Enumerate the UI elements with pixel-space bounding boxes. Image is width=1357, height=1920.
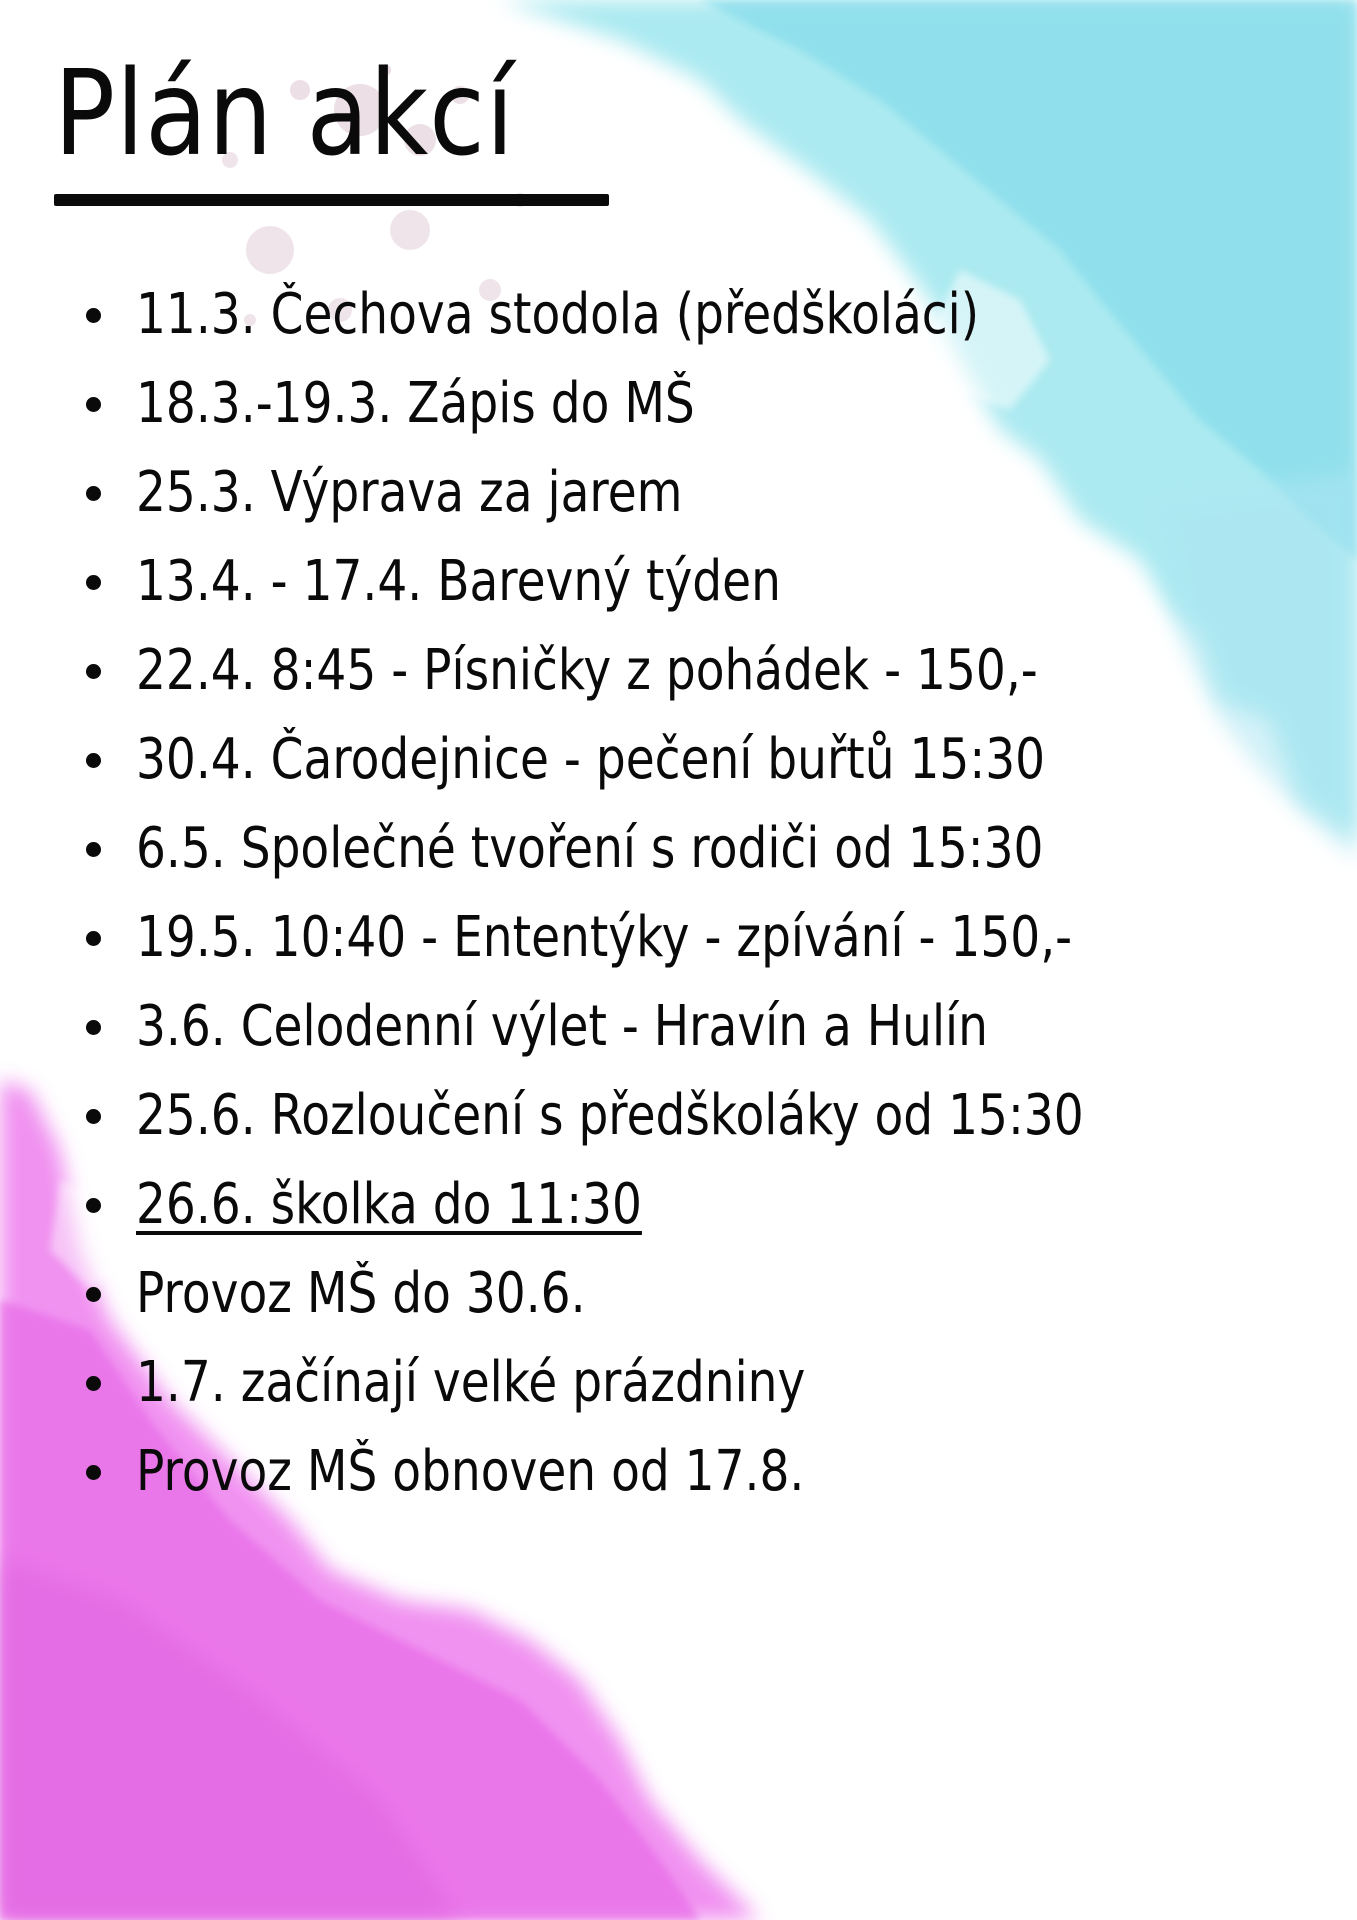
bullet-icon xyxy=(86,931,101,946)
event-item xyxy=(80,1338,1264,1427)
event-item xyxy=(80,1071,1264,1160)
event-text: Provoz MŠ do 30.6. xyxy=(136,1261,586,1326)
event-item xyxy=(80,804,1264,893)
bullet-icon xyxy=(86,1020,101,1035)
event-item xyxy=(80,537,1264,626)
bullet-icon xyxy=(86,1109,101,1124)
bullet-icon xyxy=(86,1465,101,1480)
event-text: 30.4. Čarodejnice - pečení buřtů 15:30 xyxy=(136,727,1046,792)
bullet-icon xyxy=(86,575,101,590)
event-text: 6.5. Společné tvoření s rodiči od 15:30 xyxy=(136,816,1044,881)
event-item xyxy=(80,893,1264,982)
event-item xyxy=(80,1160,1264,1249)
page-title: Plán akcí xyxy=(54,44,515,182)
event-item xyxy=(80,359,1264,448)
bullet-icon xyxy=(86,308,101,323)
event-item xyxy=(80,982,1264,1071)
event-text: Provoz MŠ obnoven od 17.8. xyxy=(136,1439,805,1504)
bullet-icon xyxy=(86,664,101,679)
event-list xyxy=(80,270,1264,1516)
bullet-icon xyxy=(86,842,101,857)
event-text: 26.6. školka do 11:30 xyxy=(136,1172,642,1237)
event-item xyxy=(80,626,1264,715)
bullet-icon xyxy=(86,1376,101,1391)
event-text: 3.6. Celodenní výlet - Hravín a Hulín xyxy=(136,994,988,1059)
event-text: 19.5. 10:40 - Ententýky - zpívání - 150,- xyxy=(136,905,1073,970)
event-text: 18.3.-19.3. Zápis do MŠ xyxy=(136,371,695,436)
event-item xyxy=(80,1427,1264,1516)
event-item xyxy=(80,715,1264,804)
event-item xyxy=(80,270,1264,359)
event-text: 25.3. Výprava za jarem xyxy=(136,460,683,525)
event-text: 25.6. Rozloučení s předškoláky od 15:30 xyxy=(136,1083,1084,1148)
bullet-icon xyxy=(86,1287,101,1302)
event-text: 13.4. - 17.4. Barevný týden xyxy=(136,549,781,614)
bullet-icon xyxy=(86,1198,101,1213)
event-item xyxy=(80,1249,1264,1338)
event-text: 11.3. Čechova stodola (předškoláci) xyxy=(136,282,980,347)
title-underline xyxy=(54,194,609,206)
event-text: 1.7. začínají velké prázdniny xyxy=(136,1350,806,1415)
bullet-icon xyxy=(86,486,101,501)
event-item xyxy=(80,448,1264,537)
bullet-icon xyxy=(86,397,101,412)
event-text: 22.4. 8:45 - Písničky z pohádek - 150,- xyxy=(136,638,1038,703)
bullet-icon xyxy=(86,753,101,768)
